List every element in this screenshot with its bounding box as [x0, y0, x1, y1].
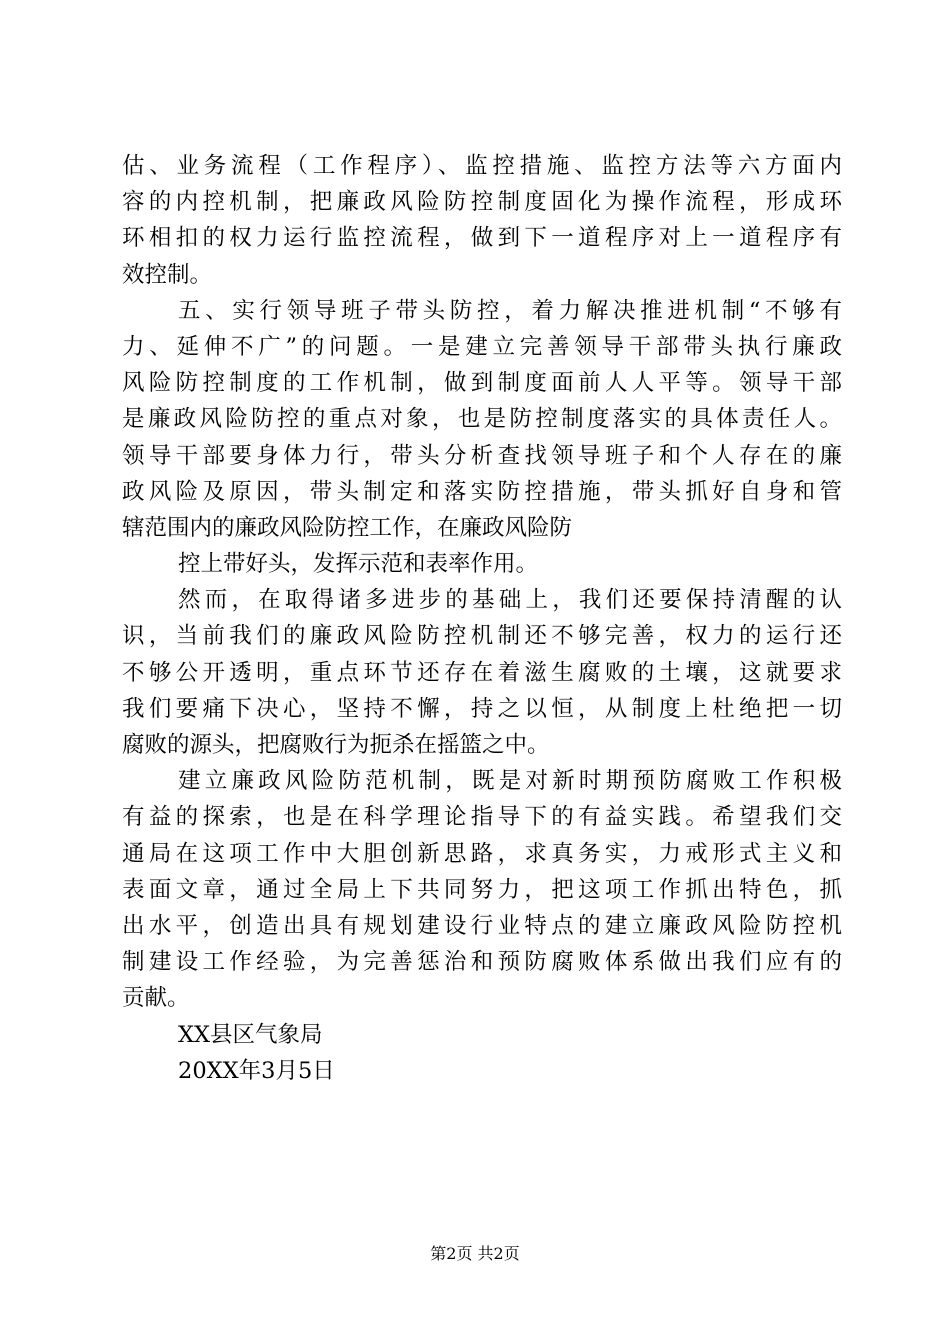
- text-line: 环相扣的权力运行监控流程，做到下一道程序对上一道程序有: [122, 225, 842, 252]
- text-line: 领导干部要身体力行，带头分析查找领导班子和个人存在的廉: [122, 442, 842, 469]
- text-line: 我们要痛下决心，坚持不懈，持之以恒，从制度上杜绝把一切: [122, 695, 842, 722]
- signature-organization: XX县区气象局: [178, 1021, 323, 1048]
- text-line: 是廉政风险防控的重点对象，也是防控制度落实的具体责任人。: [122, 406, 842, 433]
- text-line: 贡献。: [122, 985, 190, 1012]
- text-line: 容的内控机制，把廉政风险防控制度固化为操作流程，形成环: [122, 189, 842, 216]
- text-line: 识，当前我们的廉政风险防控机制还不够完善，权力的运行还: [122, 623, 842, 650]
- page-number-footer: 第2页 共2页: [430, 1244, 520, 1263]
- text-line: 风险防控制度的工作机制，做到制度面前人人平等。领导干部: [122, 370, 842, 397]
- text-line: 效控制。: [122, 261, 213, 288]
- paragraph-start-line: 建立廉政风险防范机制，既是对新时期预防腐败工作积极: [178, 768, 842, 795]
- text-line: 表面文章，通过全局上下共同努力，把这项工作抓出特色，抓: [122, 876, 842, 903]
- text-line: 估、业务流程（工作程序）、监控措施、监控方法等六方面内: [122, 153, 842, 179]
- paragraph-start-line: 然而，在取得诸多进步的基础上，我们还要保持清醒的认: [178, 587, 842, 614]
- text-line: 力、延伸不广”的问题。一是建立完善领导干部带头执行廉政: [122, 333, 842, 360]
- text-line: 通局在这项工作中大胆创新思路，求真务实，力戒形式主义和: [122, 840, 842, 867]
- document-body: [122, 148, 842, 1089]
- text-line: 制建设工作经验，为完善惩治和预防腐败体系做出我们应有的: [122, 949, 842, 976]
- text-line: 腐败的源头，把腐败行为扼杀在摇篮之中。: [122, 732, 550, 758]
- text-line: 辖范围内的廉政风险防控工作，在廉政风险防: [122, 514, 573, 541]
- text-line: 有益的探索，也是在科学理论指导下的有益实践。希望我们交: [122, 804, 842, 831]
- text-line: 不够公开透明，重点环节还存在着滋生腐败的土壤，这就要求: [122, 659, 842, 686]
- text-line: 出水平，创造出具有规划建设行业特点的建立廉政风险防控机: [122, 912, 842, 939]
- signature-date: 20XX年3月5日: [178, 1057, 335, 1084]
- paragraph-start-line: 控上带好头，发挥示范和表率作用。: [178, 551, 539, 578]
- text-line: 政风险及原因，带头制定和落实防控措施，带头抓好自身和管: [122, 478, 842, 505]
- paragraph-start-line: 五、实行领导班子带头防控，着力解决推进机制“不够有: [178, 297, 842, 324]
